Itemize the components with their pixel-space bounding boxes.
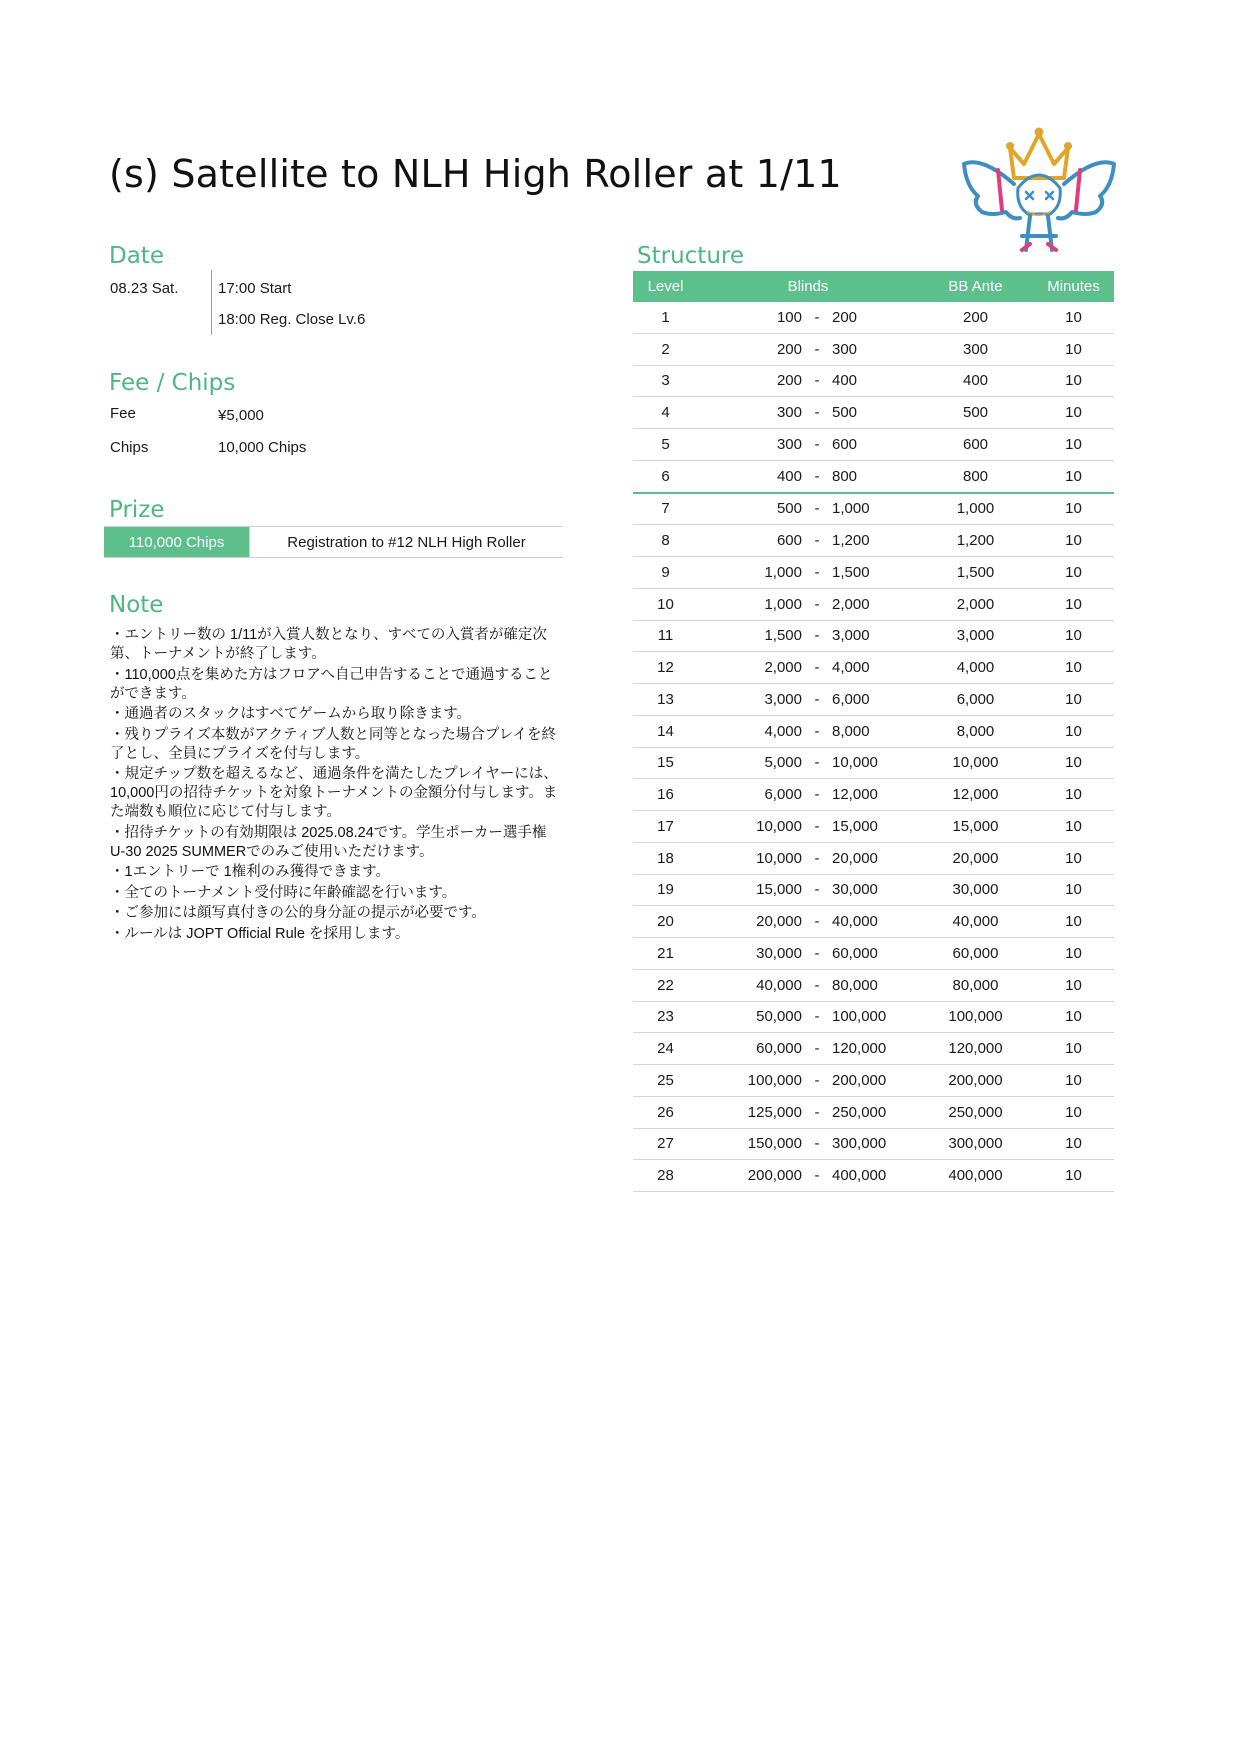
ante-cell: 8,000 <box>956 722 995 740</box>
chips-label: Chips <box>110 439 149 456</box>
ante-column-header: BB Ante <box>948 278 1003 295</box>
note-item: ・ご参加には顔写真付きの公的身分証の提示が必要です。 <box>110 905 486 921</box>
big-blind-cell: 40,000 <box>832 913 878 931</box>
table-row <box>633 366 1114 398</box>
minutes-cell: 10 <box>1065 690 1082 708</box>
level-cell: 28 <box>657 1167 674 1185</box>
blinds-separator: - <box>814 754 820 772</box>
blinds-separator: - <box>814 786 820 804</box>
big-blind-cell: 400 <box>832 372 858 390</box>
level-cell: 2 <box>661 340 670 358</box>
small-blind-cell: 1,500 <box>764 627 802 645</box>
blinds-separator: - <box>814 976 820 994</box>
note-item: ・ルールは JOPT Official Rule を採用します。 <box>110 925 410 942</box>
level-cell: 23 <box>657 1008 674 1026</box>
small-blind-cell: 60,000 <box>756 1040 802 1058</box>
crowned-winged-skull-logo <box>962 126 1116 256</box>
small-blind-cell: 1,000 <box>764 595 802 613</box>
blinds-separator: - <box>814 1167 820 1185</box>
blinds-separator: - <box>814 532 820 550</box>
ante-cell: 250,000 <box>948 1103 1003 1121</box>
structure-heading: Structure <box>637 243 744 269</box>
small-blind-cell: 50,000 <box>756 1008 802 1026</box>
small-blind-cell: 500 <box>776 500 802 518</box>
blinds-separator: - <box>814 881 820 899</box>
small-blind-cell: 125,000 <box>747 1103 802 1121</box>
ante-cell: 200 <box>962 308 989 326</box>
minutes-cell: 10 <box>1065 563 1082 581</box>
table-row <box>633 938 1114 970</box>
date-divider <box>211 270 212 335</box>
level-cell: 7 <box>661 500 670 518</box>
fee-label: Fee <box>110 405 136 422</box>
big-blind-cell: 800 <box>832 467 858 485</box>
small-blind-cell: 400 <box>776 467 802 485</box>
small-blind-cell: 4,000 <box>764 722 802 740</box>
start-time: 17:00 Start <box>218 280 292 297</box>
blinds-column-header: Blinds <box>787 278 829 295</box>
ante-cell: 30,000 <box>952 881 999 899</box>
small-blind-cell: 100 <box>776 308 802 326</box>
ante-cell: 120,000 <box>948 1040 1003 1058</box>
ante-cell: 2,000 <box>956 595 995 613</box>
table-row <box>633 1097 1114 1129</box>
minutes-cell: 10 <box>1065 913 1082 931</box>
structure-header-row <box>633 271 1114 302</box>
blinds-separator: - <box>814 308 820 326</box>
level-cell: 18 <box>657 849 674 867</box>
chips-value: 10,000 Chips <box>218 439 307 456</box>
big-blind-cell: 500 <box>832 404 858 422</box>
ante-cell: 400,000 <box>948 1167 1003 1185</box>
small-blind-cell: 200 <box>776 340 802 358</box>
minutes-cell: 10 <box>1065 1071 1082 1089</box>
level-cell: 20 <box>657 913 674 931</box>
big-blind-cell: 300,000 <box>832 1135 887 1153</box>
small-blind-cell: 5,000 <box>764 754 802 772</box>
page-title: (s) Satellite to NLH High Roller at 1/11 <box>109 152 842 196</box>
blinds-separator: - <box>814 913 820 931</box>
minutes-cell: 10 <box>1065 1135 1082 1153</box>
blinds-separator: - <box>814 1135 820 1153</box>
blinds-separator: - <box>814 404 820 422</box>
ante-cell: 1,200 <box>956 532 995 550</box>
minutes-column-header: Minutes <box>1047 278 1100 295</box>
level-cell: 21 <box>657 944 674 962</box>
level-cell: 22 <box>657 976 674 994</box>
level-cell: 12 <box>657 659 674 677</box>
table-row <box>633 494 1114 526</box>
small-blind-cell: 200,000 <box>747 1167 802 1185</box>
table-row <box>633 716 1114 748</box>
big-blind-cell: 250,000 <box>832 1103 887 1121</box>
minutes-cell: 10 <box>1065 722 1082 740</box>
table-row <box>633 684 1114 716</box>
minutes-cell: 10 <box>1065 627 1082 645</box>
ante-cell: 100,000 <box>948 1008 1003 1026</box>
reg-close-time: 18:00 Reg. Close Lv.6 <box>218 311 366 328</box>
note-item: ・エントリー数の 1/11が入賞人数となり、すべての入賞者が確定次第、トーナメントが終了します。 <box>110 627 547 662</box>
blinds-separator: - <box>814 817 820 835</box>
minutes-cell: 10 <box>1065 944 1082 962</box>
note-item: ・通過者のスタックはすべてゲームから取り除きます。 <box>110 706 472 722</box>
big-blind-cell: 1,500 <box>832 563 870 581</box>
ante-cell: 300,000 <box>948 1135 1003 1153</box>
level-column-header: Level <box>647 278 684 295</box>
level-cell: 14 <box>657 722 674 740</box>
blinds-separator: - <box>814 1103 820 1121</box>
ante-cell: 600 <box>962 435 989 453</box>
blinds-separator: - <box>814 627 820 645</box>
level-cell: 5 <box>661 435 670 453</box>
ante-cell: 800 <box>962 467 989 485</box>
level-cell: 19 <box>657 881 674 899</box>
level-cell: 13 <box>657 690 674 708</box>
minutes-cell: 10 <box>1065 659 1082 677</box>
table-row <box>633 302 1114 334</box>
table-row <box>633 906 1114 938</box>
table-row <box>633 875 1114 907</box>
blinds-separator: - <box>814 659 820 677</box>
table-row <box>633 1160 1114 1192</box>
table-row <box>633 589 1114 621</box>
big-blind-cell: 300 <box>832 340 858 358</box>
big-blind-cell: 1,200 <box>832 532 870 550</box>
big-blind-cell: 80,000 <box>832 976 878 994</box>
table-row <box>633 334 1114 366</box>
blinds-separator: - <box>814 467 820 485</box>
fee-chips-heading: Fee / Chips <box>109 370 236 396</box>
blinds-separator: - <box>814 722 820 740</box>
table-row <box>633 748 1114 780</box>
prize-description: Registration to #12 NLH High Roller <box>249 527 563 557</box>
minutes-cell: 10 <box>1065 1167 1082 1185</box>
small-blind-cell: 150,000 <box>747 1135 802 1153</box>
big-blind-cell: 4,000 <box>832 659 870 677</box>
minutes-cell: 10 <box>1065 340 1082 358</box>
blinds-separator: - <box>814 500 820 518</box>
minutes-cell: 10 <box>1065 849 1082 867</box>
ante-cell: 400 <box>962 372 989 390</box>
ante-cell: 60,000 <box>952 944 999 962</box>
level-cell: 11 <box>657 627 674 645</box>
blinds-separator: - <box>814 1040 820 1058</box>
ante-cell: 80,000 <box>952 976 999 994</box>
ante-cell: 40,000 <box>952 913 999 931</box>
level-cell: 24 <box>657 1040 674 1058</box>
big-blind-cell: 600 <box>832 435 858 453</box>
level-cell: 27 <box>657 1135 674 1153</box>
ante-cell: 15,000 <box>952 817 999 835</box>
small-blind-cell: 300 <box>776 435 802 453</box>
prize-row <box>104 526 563 558</box>
level-cell: 15 <box>657 754 674 772</box>
ante-cell: 500 <box>962 404 989 422</box>
table-row <box>633 461 1114 494</box>
minutes-cell: 10 <box>1065 1008 1082 1026</box>
big-blind-cell: 100,000 <box>832 1008 887 1026</box>
table-row <box>633 1065 1114 1097</box>
small-blind-cell: 3,000 <box>764 690 802 708</box>
note-list <box>110 626 560 945</box>
big-blind-cell: 30,000 <box>832 881 878 899</box>
minutes-cell: 10 <box>1065 1040 1082 1058</box>
small-blind-cell: 6,000 <box>764 786 802 804</box>
level-cell: 16 <box>657 786 674 804</box>
minutes-cell: 10 <box>1065 817 1082 835</box>
big-blind-cell: 8,000 <box>832 722 870 740</box>
big-blind-cell: 1,000 <box>832 500 870 518</box>
level-cell: 25 <box>657 1071 674 1089</box>
ante-cell: 6,000 <box>956 690 995 708</box>
minutes-cell: 10 <box>1065 786 1082 804</box>
blinds-separator: - <box>814 595 820 613</box>
blinds-separator: - <box>814 944 820 962</box>
level-cell: 10 <box>657 595 674 613</box>
note-item: ・招待チケットの有効期限は 2025.08.24です。学生ポーカー選手権U-30 2025 SUMMERでのみご使用いただけます。 <box>110 824 547 860</box>
big-blind-cell: 200 <box>832 308 858 326</box>
big-blind-cell: 15,000 <box>832 817 878 835</box>
note-item: ・規定チップ数を超えるなど、通過条件を満たしたプレイヤーには、10,000円の招待チケットを対象トーナメントの金額分付与します。また端数も順位に応じて付与します。 <box>110 766 558 820</box>
blinds-separator: - <box>814 372 820 390</box>
big-blind-cell: 60,000 <box>832 944 878 962</box>
ante-cell: 10,000 <box>952 754 999 772</box>
level-cell: 4 <box>661 404 670 422</box>
structure-table <box>633 271 1114 1192</box>
small-blind-cell: 600 <box>776 532 802 550</box>
big-blind-cell: 400,000 <box>832 1167 887 1185</box>
table-row <box>633 779 1114 811</box>
minutes-cell: 10 <box>1065 467 1082 485</box>
small-blind-cell: 300 <box>776 404 802 422</box>
minutes-cell: 10 <box>1065 500 1082 518</box>
level-cell: 1 <box>661 308 670 326</box>
big-blind-cell: 3,000 <box>832 627 870 645</box>
date-heading: Date <box>109 243 164 269</box>
minutes-cell: 10 <box>1065 372 1082 390</box>
minutes-cell: 10 <box>1065 976 1082 994</box>
note-item: ・残りプライズ本数がアクティブ人数と同等となった場合プレイを終了とし、全員にプライズを付与します。 <box>110 726 557 762</box>
level-cell: 9 <box>661 563 670 581</box>
small-blind-cell: 10,000 <box>756 849 802 867</box>
table-row <box>633 621 1114 653</box>
small-blind-cell: 200 <box>776 372 802 390</box>
big-blind-cell: 120,000 <box>832 1040 887 1058</box>
blinds-separator: - <box>814 1071 820 1089</box>
level-cell: 17 <box>657 817 674 835</box>
ante-cell: 4,000 <box>956 659 995 677</box>
table-row <box>633 397 1114 429</box>
note-item: ・全てのトーナメント受付時に年齢確認を行います。 <box>110 884 457 901</box>
ante-cell: 3,000 <box>956 627 995 645</box>
note-item: ・1エントリーで 1権利のみ獲得できます。 <box>110 864 390 880</box>
structure-rows <box>633 302 1114 1192</box>
table-row <box>633 557 1114 589</box>
big-blind-cell: 10,000 <box>832 754 878 772</box>
table-row <box>633 652 1114 684</box>
note-item: ・110,000点を集めた方はフロアへ自己申告することで通過することができます。 <box>110 666 553 702</box>
minutes-cell: 10 <box>1065 404 1082 422</box>
prize-heading: Prize <box>109 497 165 523</box>
big-blind-cell: 12,000 <box>832 786 878 804</box>
level-cell: 6 <box>661 467 670 485</box>
table-row <box>633 970 1114 1002</box>
prize-chips: 110,000 Chips <box>104 527 249 557</box>
blinds-separator: - <box>814 435 820 453</box>
level-cell: 26 <box>657 1103 674 1121</box>
blinds-separator: - <box>814 1008 820 1026</box>
small-blind-cell: 100,000 <box>747 1071 802 1089</box>
big-blind-cell: 6,000 <box>832 690 870 708</box>
table-row <box>633 843 1114 875</box>
minutes-cell: 10 <box>1065 1103 1082 1121</box>
minutes-cell: 10 <box>1065 595 1082 613</box>
fee-value: ¥5,000 <box>218 407 264 424</box>
ante-cell: 1,000 <box>956 500 995 518</box>
ante-cell: 12,000 <box>952 786 999 804</box>
small-blind-cell: 15,000 <box>756 881 802 899</box>
small-blind-cell: 2,000 <box>764 659 802 677</box>
table-row <box>633 1129 1114 1161</box>
ante-cell: 200,000 <box>948 1071 1003 1089</box>
small-blind-cell: 1,000 <box>764 563 802 581</box>
blinds-separator: - <box>814 849 820 867</box>
ante-cell: 300 <box>962 340 989 358</box>
small-blind-cell: 30,000 <box>756 944 802 962</box>
small-blind-cell: 20,000 <box>756 913 802 931</box>
big-blind-cell: 200,000 <box>832 1071 887 1089</box>
level-cell: 3 <box>661 372 670 390</box>
small-blind-cell: 40,000 <box>756 976 802 994</box>
minutes-cell: 10 <box>1065 881 1082 899</box>
table-row <box>633 811 1114 843</box>
blinds-separator: - <box>814 563 820 581</box>
ante-cell: 20,000 <box>952 849 999 867</box>
blinds-separator: - <box>814 690 820 708</box>
small-blind-cell: 10,000 <box>756 817 802 835</box>
minutes-cell: 10 <box>1065 435 1082 453</box>
event-date: 08.23 Sat. <box>110 280 179 297</box>
minutes-cell: 10 <box>1065 308 1082 326</box>
table-row <box>633 1002 1114 1034</box>
table-row <box>633 525 1114 557</box>
minutes-cell: 10 <box>1065 532 1082 550</box>
table-row <box>633 1033 1114 1065</box>
big-blind-cell: 20,000 <box>832 849 878 867</box>
note-heading: Note <box>109 592 164 618</box>
table-row <box>633 429 1114 461</box>
ante-cell: 1,500 <box>956 563 995 581</box>
big-blind-cell: 2,000 <box>832 595 870 613</box>
blinds-separator: - <box>814 340 820 358</box>
minutes-cell: 10 <box>1065 754 1082 772</box>
level-cell: 8 <box>661 532 670 550</box>
